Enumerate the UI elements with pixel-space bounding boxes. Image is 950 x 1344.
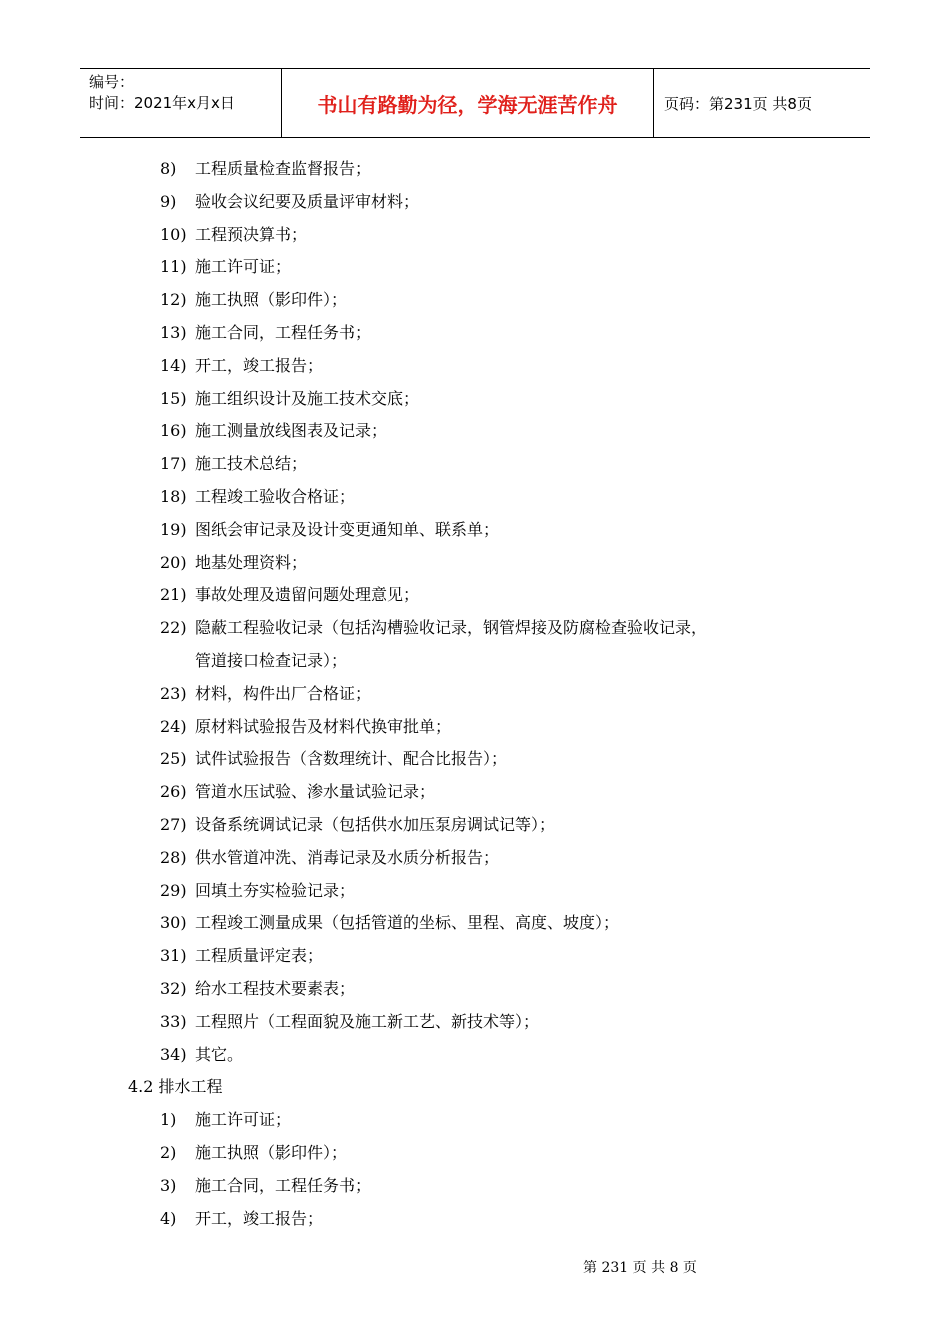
list-item-text: 工程质量评定表； xyxy=(195,946,324,966)
list-item-text: 供水管道冲洗、消毒记录及水质分析报告； xyxy=(195,847,500,867)
list-item-number: 20) xyxy=(160,552,187,572)
list-item-text: 图纸会审记录及设计变更通知单、联系单； xyxy=(195,519,500,539)
list-item xyxy=(0,153,950,186)
list-item xyxy=(0,350,950,383)
list-item xyxy=(0,251,950,284)
list-item-number: 26) xyxy=(160,782,187,802)
list-item-number: 30) xyxy=(160,913,187,933)
list-item xyxy=(0,940,950,973)
list-item-text: 施工合同，工程任务书； xyxy=(195,322,372,342)
list-item-number: 9) xyxy=(160,191,177,211)
list-item-number: 25) xyxy=(160,749,187,769)
list-item xyxy=(0,1006,950,1039)
list-item-text: 管道水压试验、渗水量试验记录； xyxy=(195,782,436,802)
list-item-number: 32) xyxy=(160,978,187,998)
list-item-number: 28) xyxy=(160,847,187,867)
list-item-number: 31) xyxy=(160,946,187,966)
list-item-number: 18) xyxy=(160,486,187,506)
list-item-text: 事故处理及遗留问题处理意见； xyxy=(195,585,420,605)
list-item-number: 29) xyxy=(160,880,187,900)
page-footer: 第 231 页 共 8 页 xyxy=(583,1260,697,1276)
list-item-number: 11) xyxy=(160,257,187,277)
list-item-text: 施工技术总结； xyxy=(195,454,308,474)
list-item-number: 3) xyxy=(160,1175,177,1195)
list-item-text: 其它。 xyxy=(195,1044,244,1064)
list-item-number: 13) xyxy=(160,322,187,342)
list-item xyxy=(0,1039,950,1072)
list-item-text: 工程照片（工程面貌及施工新工艺、新技术等）； xyxy=(195,1011,540,1031)
list-item xyxy=(0,1170,950,1203)
list-item-number: 27) xyxy=(160,814,187,834)
list-item-text: 工程竣工验收合格证； xyxy=(195,486,356,506)
list-item-text: 施工合同，工程任务书； xyxy=(195,1175,372,1195)
list-item-text: 回填土夯实检验记录； xyxy=(195,880,356,900)
list-item xyxy=(0,711,950,744)
list-item-number: 2) xyxy=(160,1142,177,1162)
list-item xyxy=(0,776,950,809)
list-item-number: 19) xyxy=(160,519,187,539)
list-item-number: 24) xyxy=(160,716,187,736)
list-item-text: 验收会议纪要及质量评审材料； xyxy=(195,191,420,211)
list-item xyxy=(0,415,950,448)
list-item xyxy=(0,1203,950,1236)
list-item-number: 17) xyxy=(160,454,187,474)
list-item-text: 工程竣工测量成果（包括管道的坐标、里程、高度、坡度）； xyxy=(195,913,620,933)
list-item xyxy=(0,842,950,875)
list-item-number: 21) xyxy=(160,585,187,605)
section-heading-text: 4.2 排水工程 xyxy=(128,1077,223,1097)
list-item-continuation xyxy=(0,645,950,678)
list-item xyxy=(0,973,950,1006)
list-item-number: 4) xyxy=(160,1208,177,1228)
list-item-number: 33) xyxy=(160,1011,187,1031)
list-item-text: 施工执照（影印件）； xyxy=(195,1142,348,1162)
list-item xyxy=(0,481,950,514)
list-item-number: 34) xyxy=(160,1044,187,1064)
list-item xyxy=(0,875,950,908)
list-item xyxy=(0,219,950,252)
list-item-number: 12) xyxy=(160,290,187,310)
list-item-number: 14) xyxy=(160,355,187,375)
header-meta xyxy=(80,69,282,137)
page-header xyxy=(80,68,870,138)
list-item-text: 开工，竣工报告； xyxy=(195,355,324,375)
document-date: 时间：2021年x月x日 xyxy=(89,94,235,112)
list-item xyxy=(0,809,950,842)
header-page-info: 页码：第231页 共8页 xyxy=(664,94,812,113)
list-item xyxy=(0,678,950,711)
list-item-continuation-text: 管道接口检查记录）； xyxy=(195,650,348,670)
list-item-text: 施工组织设计及施工技术交底； xyxy=(195,388,420,408)
list-item-text: 试件试验报告（含数理统计、配合比报告）； xyxy=(195,749,508,769)
list-item-number: 22) xyxy=(160,618,187,638)
list-item-number: 15) xyxy=(160,388,187,408)
document-number-label: 编号： xyxy=(89,73,135,91)
section-heading xyxy=(0,1071,950,1104)
list-item xyxy=(0,612,950,645)
header-motto: 书山有路勤为径，学海无涯苦作舟 xyxy=(282,69,654,137)
list-item-text: 原材料试验报告及材料代换审批单； xyxy=(195,716,452,736)
list-item-text: 施工许可证； xyxy=(195,1110,292,1130)
list-item xyxy=(0,547,950,580)
list-item-number: 23) xyxy=(160,683,187,703)
list-item xyxy=(0,743,950,776)
list-item-text: 施工许可证； xyxy=(195,257,292,277)
list-item-number: 1) xyxy=(160,1110,177,1130)
list-item-text: 材料，构件出厂合格证； xyxy=(195,683,372,703)
list-item xyxy=(0,284,950,317)
list-item-text: 给水工程技术要素表； xyxy=(195,978,356,998)
list-item xyxy=(0,514,950,547)
list-item-text: 施工执照（影印件）； xyxy=(195,290,348,310)
list-item xyxy=(0,907,950,940)
document-body xyxy=(0,153,950,1235)
list-item xyxy=(0,1104,950,1137)
list-item-text: 隐蔽工程验收记录（包括沟槽验收记录，钢管焊接及防腐检查验收记录， xyxy=(195,618,708,638)
list-item-text: 开工，竣工报告； xyxy=(195,1208,324,1228)
list-item xyxy=(0,383,950,416)
list-item xyxy=(0,448,950,481)
list-item-text: 设备系统调试记录（包括供水加压泵房调试记等）； xyxy=(195,814,556,834)
list-item xyxy=(0,317,950,350)
list-item xyxy=(0,1137,950,1170)
list-item-number: 10) xyxy=(160,224,187,244)
list-item xyxy=(0,186,950,219)
list-item-number: 16) xyxy=(160,421,187,441)
list-item-number: 8) xyxy=(160,159,177,178)
list-item-text: 地基处理资料； xyxy=(195,552,308,572)
list-item xyxy=(0,579,950,612)
list-item-text: 工程质量检查监督报告； xyxy=(195,159,372,178)
list-item-text: 工程预决算书； xyxy=(195,224,308,244)
list-item-text: 施工测量放线图表及记录； xyxy=(195,421,388,441)
